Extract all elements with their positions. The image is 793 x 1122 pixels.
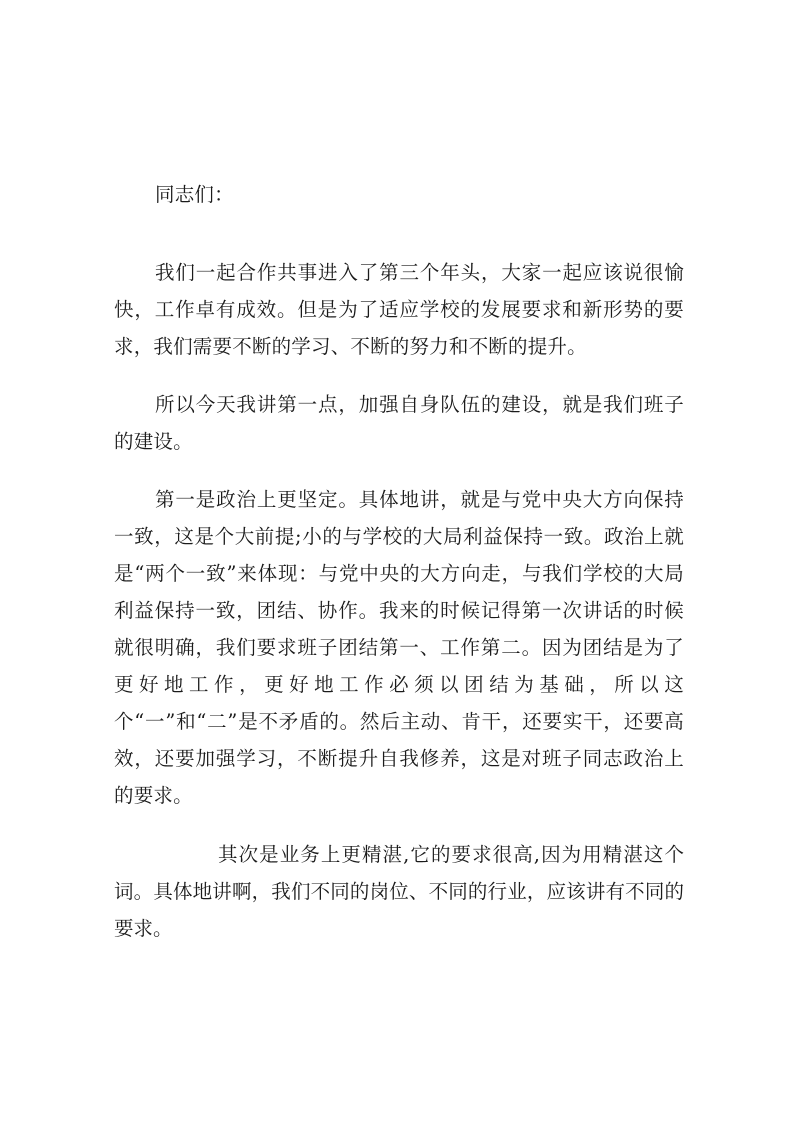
paragraph-2: 所以今天我讲第一点，加强自身队伍的建设，就是我们班子的建设。 <box>114 393 684 453</box>
paragraph-3: 第一是政治上更坚定。具体地讲，就是与党中央大方向保持一致，这是个大前提;小的与学校的大局利益保持一致。政治上就是“两个一致”来体现：与党中央的大方向走，与我们学校的大局利益保持一致，团结、协作。我来的时候记得第一次讲话的时候就很明确，我们要求班子团结第一、工作第二。因为团结是为了更好地工作，更好地工作必须以团结为基础，所以这个“一”和“二”是不矛盾的。然后主动、肯干，还要实干，还要高效，还要加强学习，不断提升自我修养，这是对班子同志政治上的要求。 <box>114 488 684 807</box>
paragraph-4: 其次是业务上更精湛,它的要求很高,因为用精湛这个词。具体地讲啊，我们不同的岗位、不同的行业，应该讲有不同的要求。 <box>114 843 684 940</box>
paragraph-salutation: 同志们： <box>155 183 234 206</box>
paragraph-1: 我们一起合作共事进入了第三个年头，大家一起应该说很愉快，工作卓有成效。但是为了适应学校的发展要求和新形势的要求，我们需要不断的学习、不断的努力和不断的提升。 <box>114 261 684 358</box>
document-text-body <box>114 176 684 947</box>
